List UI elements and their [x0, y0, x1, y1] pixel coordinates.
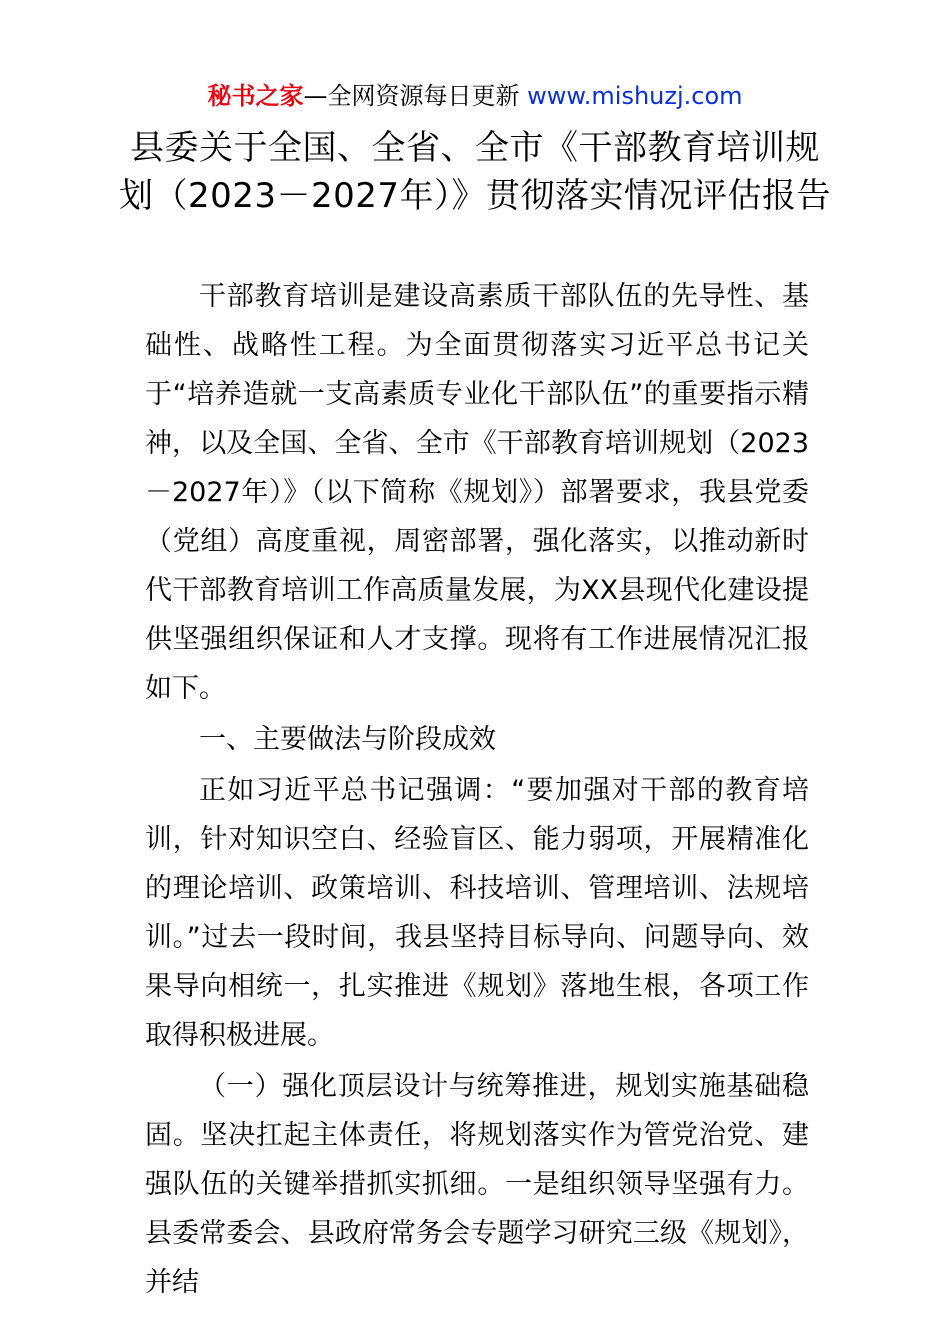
subsection-1-paragraph: （一）强化顶层设计与统筹推进，规划实施基础稳固。坚决扛起主体责任，将规划落实作为管党治党、建强队伍的关键举措抓实抓细。一是组织领导坚强有力。县委常委会、县政府常务会专题学习研究三级《规划》，并结: [145, 1071, 809, 1298]
section-heading-1: 一、主要做法与阶段成效: [199, 724, 496, 755]
site-url-link[interactable]: www.mishuzj.com: [527, 82, 743, 110]
section-1-paragraph: 正如习近平总书记强调：“要加强对干部的教育培训，针对知识空白、经验盲区、能力弱项，开展精准化的理论培训、政策培训、科技培训、管理培训、法规培训。”过去一段时间，我县坚持目标导向、问题导向、效果导向相统一，扎实推进《规划》落地生根，各项工作取得积极进展。: [145, 775, 809, 1051]
site-tagline: —全网资源每日更新: [303, 82, 528, 110]
intro-paragraph: 干部教育培训是建设高素质干部队伍的先导性、基础性、战略性工程。为全面贯彻落实习近平总书记关于“培养造就一支高素质专业化干部队伍”的重要指示精神，以及全国、全省、全市《干部教育培训规划（2023－2027年）》（以下简称《规划》）部署要求，我县党委（党组）高度重视，周密部署，强化落实，以推动新时代干部教育培训工作高质量发展，为XX县现代化建设提供坚强组织保证和人才支撑。现将有工作进展情况汇报如下。: [145, 281, 809, 704]
document-body: [145, 272, 809, 1307]
site-header: [0, 80, 950, 112]
document-title: [100, 124, 850, 220]
site-name: 秘书之家: [207, 82, 304, 110]
title-line-1: 县委关于全国、全省、全市《干部教育培训规: [130, 128, 820, 168]
title-line-2: 划（2023－2027年）》贯彻落实情况评估报告: [118, 176, 832, 216]
